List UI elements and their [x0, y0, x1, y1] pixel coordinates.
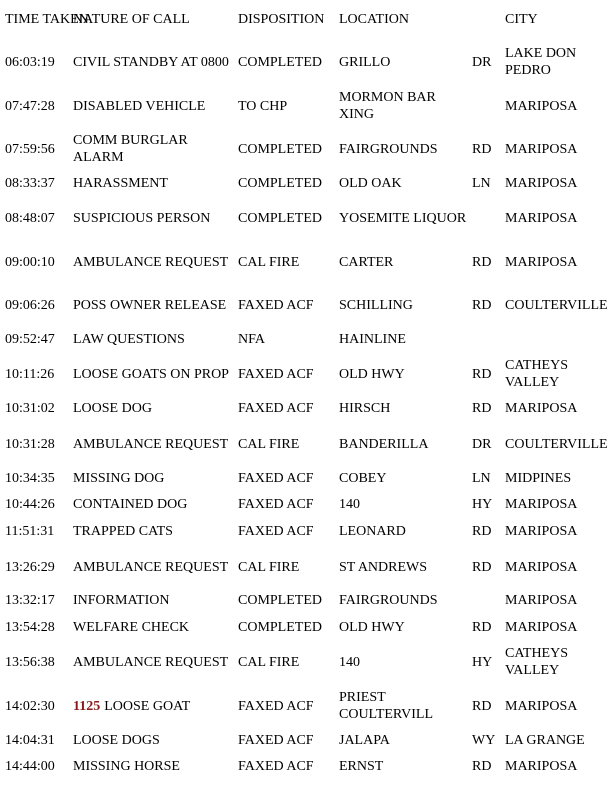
cell-disposition: COMPLETED: [238, 175, 322, 191]
cell-time: 13:56:38: [5, 654, 55, 670]
table-row: [0, 200, 614, 236]
table-row: [0, 522, 614, 540]
cell-location: MORMON BAR XING: [339, 90, 436, 122]
cell-time: 07:59:56: [5, 141, 55, 157]
cell-disposition: CAL FIRE: [238, 559, 300, 575]
cell-location: OLD HWY: [339, 366, 405, 382]
cell-nature: SUSPICIOUS PERSON: [73, 210, 211, 226]
cell-disposition: FAXED ACF: [238, 698, 314, 714]
cell-nature: CONTAINED DOG: [73, 496, 188, 512]
cell-nature: MISSING HORSE: [73, 758, 180, 774]
cell-time: 10:34:35: [5, 470, 55, 486]
cell-disposition: FAXED ACF: [238, 732, 314, 748]
cell-nature: LAW QUESTIONS: [73, 331, 185, 347]
cell-city: CATHEYS VALLEY: [505, 358, 569, 390]
table-row: [0, 287, 614, 323]
cell-city: LA GRANGE: [505, 732, 585, 748]
cell-street-suffix: RD: [472, 619, 492, 635]
cell-disposition: CAL FIRE: [238, 654, 300, 670]
cell-disposition: FAXED ACF: [238, 400, 314, 416]
cell-city: MARIPOSA: [505, 523, 578, 539]
cell-location: 140: [339, 496, 360, 512]
cell-nature: [73, 688, 233, 724]
cell-disposition: COMPLETED: [238, 619, 322, 635]
cell-disposition: CAL FIRE: [238, 254, 300, 270]
cell-city: MARIPOSA: [505, 496, 578, 512]
header-nature: NATURE OF CALL: [73, 11, 190, 27]
cell-location: FAIRGROUNDS: [339, 592, 438, 608]
cell-nature: AMBULANCE REQUEST: [73, 254, 229, 270]
cell-time: 10:44:26: [5, 496, 55, 512]
cell-street-suffix: RD: [472, 141, 492, 157]
cell-nature: LOOSE DOGS: [73, 732, 160, 748]
cell-time: 06:03:19: [5, 54, 55, 70]
cell-location: FAIRGROUNDS: [339, 141, 438, 157]
cell-nature: DISABLED VEHICLE: [73, 98, 206, 114]
cell-time: 13:32:17: [5, 592, 55, 608]
cell-disposition: FAXED ACF: [238, 366, 314, 382]
cell-disposition: FAXED ACF: [238, 758, 314, 774]
cell-time: 11:51:31: [5, 523, 55, 539]
cell-time: 09:00:10: [5, 254, 55, 270]
table-row: [0, 644, 614, 680]
table-row: [0, 244, 614, 280]
cell-location: YOSEMITE LIQUOR: [339, 210, 467, 226]
nature-text: LOOSE GOAT: [104, 698, 191, 714]
cell-nature: LOOSE DOG: [73, 400, 152, 416]
table-row: [0, 618, 614, 636]
cell-street-suffix: [472, 591, 502, 609]
cell-city: [505, 330, 614, 348]
cell-disposition: COMPLETED: [238, 210, 322, 226]
cell-nature: CIVIL STANDBY AT 0800: [73, 54, 229, 70]
cell-street-suffix: LN: [472, 175, 491, 191]
cell-street-suffix: RD: [472, 400, 492, 416]
cell-location: JALAPA: [339, 732, 390, 748]
cell-city: MARIPOSA: [505, 619, 578, 635]
table-row: [0, 426, 614, 462]
cell-location: CARTER: [339, 254, 394, 270]
cell-street-suffix: WY: [472, 732, 496, 748]
table-row: [0, 131, 614, 167]
header-disposition: DISPOSITION: [238, 11, 325, 27]
cell-time: 07:47:28: [5, 98, 55, 114]
cell-location: HAINLINE: [339, 331, 406, 347]
cell-street-suffix: [472, 330, 502, 348]
cell-street-suffix: LN: [472, 470, 491, 486]
cell-time: 08:33:37: [5, 175, 55, 191]
call-code: 1125: [73, 698, 101, 714]
cell-nature: LOOSE GOATS ON PROP: [73, 366, 229, 382]
table-row: [0, 495, 614, 513]
cell-city: MARIPOSA: [505, 254, 578, 270]
cell-disposition: FAXED ACF: [238, 470, 314, 486]
cell-street-suffix: DR: [472, 54, 492, 70]
cell-city: CATHEYS VALLEY: [505, 646, 569, 678]
table-row: [0, 330, 614, 348]
cell-time: 08:48:07: [5, 210, 55, 226]
cell-street-suffix: HY: [472, 654, 493, 670]
table-row: [0, 469, 614, 487]
cell-time: 09:06:26: [5, 297, 55, 313]
cell-city: MARIPOSA: [505, 559, 578, 575]
cell-time: 09:52:47: [5, 331, 55, 347]
cell-location: ERNST: [339, 758, 384, 774]
cell-nature: TRAPPED CATS: [73, 523, 173, 539]
cell-street-suffix: RD: [472, 366, 492, 382]
cell-street-suffix: RD: [472, 559, 492, 575]
cell-street-suffix: [472, 200, 502, 236]
table-row: [0, 44, 614, 80]
cell-nature: HARASSMENT: [73, 175, 168, 191]
cell-street-suffix: RD: [472, 523, 492, 539]
cell-street-suffix: RD: [472, 254, 492, 270]
cell-nature: AMBULANCE REQUEST: [73, 559, 229, 575]
cell-disposition: CAL FIRE: [238, 436, 300, 452]
cell-nature: AMBULANCE REQUEST: [73, 654, 229, 670]
cell-location: ST ANDREWS: [339, 559, 428, 575]
table-header: [0, 2, 614, 36]
table-row: [0, 688, 614, 724]
cell-location: HIRSCH: [339, 400, 391, 416]
cell-time: 13:26:29: [5, 559, 55, 575]
cell-location: OLD HWY: [339, 619, 405, 635]
cell-street-suffix: DR: [472, 436, 492, 452]
table-row: [0, 731, 614, 749]
table-row: [0, 399, 614, 417]
cell-nature: COMM BURGLAR ALARM: [73, 133, 188, 165]
cell-location: OLD OAK: [339, 175, 402, 191]
cell-time: 14:02:30: [5, 698, 55, 714]
cell-disposition: FAXED ACF: [238, 523, 314, 539]
cell-city: COULTERVILLE: [505, 297, 608, 313]
cell-disposition: COMPLETED: [238, 54, 322, 70]
table-row: [0, 88, 614, 124]
table-row: [0, 174, 614, 192]
cell-time: 10:31:28: [5, 436, 55, 452]
cell-city: MIDPINES: [505, 470, 572, 486]
table-row: [0, 549, 614, 585]
cell-nature: MISSING DOG: [73, 470, 165, 486]
table-row: [0, 591, 614, 609]
cell-time: 14:44:00: [5, 758, 55, 774]
cell-city: MARIPOSA: [505, 592, 578, 608]
cell-time: 10:31:02: [5, 400, 55, 416]
header-city: CITY: [505, 11, 538, 27]
cell-time: 10:11:26: [5, 366, 55, 382]
cell-street-suffix: RD: [472, 297, 492, 313]
header-time: TIME TAKEN: [5, 11, 89, 27]
cell-nature: POSS OWNER RELEASE: [73, 297, 227, 313]
cell-location: SCHILLING: [339, 297, 413, 313]
cell-location: 140: [339, 654, 360, 670]
header-location: LOCATION: [339, 11, 409, 27]
cell-street-suffix: RD: [472, 698, 492, 714]
cell-nature: INFORMATION: [73, 592, 170, 608]
cell-time: 14:04:31: [5, 732, 55, 748]
cell-city: MARIPOSA: [505, 175, 578, 191]
cell-time: 13:54:28: [5, 619, 55, 635]
cell-disposition: COMPLETED: [238, 592, 322, 608]
cell-city: MARIPOSA: [505, 758, 578, 774]
cell-city: COULTERVILLE: [505, 436, 608, 452]
cell-disposition: FAXED ACF: [238, 496, 314, 512]
cell-street-suffix: HY: [472, 496, 493, 512]
cell-street-suffix: RD: [472, 758, 492, 774]
cell-disposition: TO CHP: [238, 98, 288, 114]
cell-nature: AMBULANCE REQUEST: [73, 436, 229, 452]
cell-street-suffix: [472, 88, 502, 124]
table-row: [0, 356, 614, 392]
cell-location: PRIEST COULTERVILL: [339, 690, 434, 722]
cell-city: MARIPOSA: [505, 400, 578, 416]
cell-location: LEONARD: [339, 523, 406, 539]
cell-disposition: FAXED ACF: [238, 297, 314, 313]
cell-city: LAKE DON PEDRO: [505, 46, 577, 78]
cell-location: COBEY: [339, 470, 387, 486]
cell-city: MARIPOSA: [505, 698, 578, 714]
cell-disposition: COMPLETED: [238, 141, 322, 157]
cell-city: MARIPOSA: [505, 141, 578, 157]
cell-location: BANDERILLA: [339, 436, 429, 452]
cell-location: GRILLO: [339, 54, 391, 70]
cell-city: MARIPOSA: [505, 98, 578, 114]
cell-disposition: NFA: [238, 331, 265, 347]
cell-city: MARIPOSA: [505, 210, 578, 226]
cell-nature: WELFARE CHECK: [73, 619, 190, 635]
table-row: [0, 757, 614, 775]
